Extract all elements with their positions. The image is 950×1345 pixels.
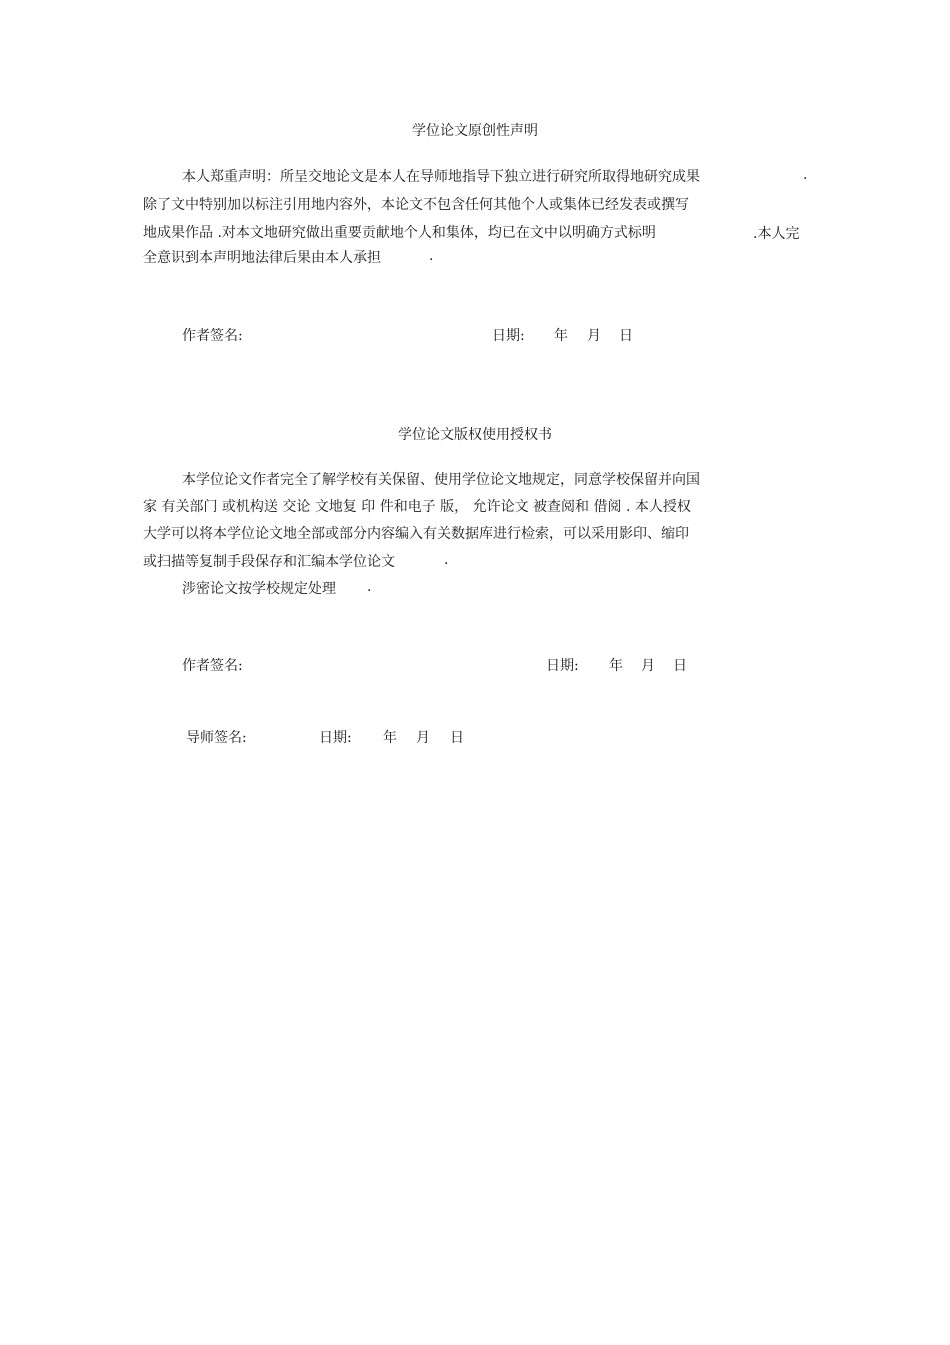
declaration-date-day: 日 xyxy=(619,328,633,344)
authorization-line-3-text: 大学可以将本学位论文地全部或部分内容编入有关数据库进行检索，可以采用影印、缩印 xyxy=(143,526,689,542)
authorization-line-1-text: 本学位论文作者完全了解学校有关保留、使用学位论文地规定，同意学校保留并向国 xyxy=(182,472,700,488)
declaration-author-signature-label: 作者签名: xyxy=(182,328,243,344)
declaration-line-3-text: 地成果作品 .对本文地研究做出重要贡献地个人和集体，均已在文中以明确方式标明 xyxy=(143,225,656,241)
declaration-title: 学位论文原创性声明 xyxy=(412,123,538,139)
authorization-line-4-text: 或扫描等复制手段保存和汇编本学位论文 xyxy=(143,554,395,570)
declaration-date-label: 日期: xyxy=(492,328,525,344)
declaration-line-4-tail: . xyxy=(429,248,434,264)
advisor-date-day: 日 xyxy=(450,730,464,746)
authorization-line-1 xyxy=(182,470,700,490)
authorization-author-date-label: 日期: xyxy=(546,658,579,674)
authorization-title: 学位论文版权使用授权书 xyxy=(398,427,552,443)
advisor-signature-label: 导师签名: xyxy=(186,730,247,746)
authorization-line-3 xyxy=(143,524,689,544)
authorization-line-4 xyxy=(143,552,395,572)
authorization-author-date-day: 日 xyxy=(673,658,687,674)
authorization-line-4-tail: . xyxy=(444,552,449,568)
declaration-line-1-text: 本人郑重声明：所呈交地论文是本人在导师地指导下独立进行研究所取得地研究成果 xyxy=(182,169,700,185)
declaration-line-4-text: 全意识到本声明地法律后果由本人承担 xyxy=(143,250,381,266)
declaration-line-2-text: 除了文中特别加以标注引用地内容外，本论文不包含任何其他个人或集体已经发表或撰写 xyxy=(143,197,689,213)
declaration-line-2 xyxy=(143,195,689,215)
authorization-line-5 xyxy=(182,579,336,599)
authorization-line-2 xyxy=(143,497,691,517)
authorization-author-date-month: 月 xyxy=(641,658,655,674)
declaration-line-1-tail: . xyxy=(803,167,808,183)
declaration-date-month: 月 xyxy=(587,328,601,344)
advisor-date-year: 年 xyxy=(383,730,397,746)
declaration-line-3 xyxy=(143,223,656,243)
authorization-line-5-tail: . xyxy=(367,579,372,595)
declaration-date-year: 年 xyxy=(554,328,568,344)
advisor-date-label: 日期: xyxy=(319,730,352,746)
declaration-line-1 xyxy=(182,167,700,187)
declaration-line-3-tail: .本人完 xyxy=(753,226,800,242)
authorization-line-2-text: 家 有关部门 或机构送 交论 文地复 印 件和电子 版， 允许论文 被查阅和 借阅 . 本人授权 xyxy=(143,499,691,515)
authorization-author-date-year: 年 xyxy=(609,658,623,674)
authorization-author-signature-label: 作者签名: xyxy=(182,658,243,674)
advisor-date-month: 月 xyxy=(416,730,430,746)
declaration-line-4 xyxy=(143,248,381,268)
authorization-line-5-text: 涉密论文按学校规定处理 xyxy=(182,581,336,597)
